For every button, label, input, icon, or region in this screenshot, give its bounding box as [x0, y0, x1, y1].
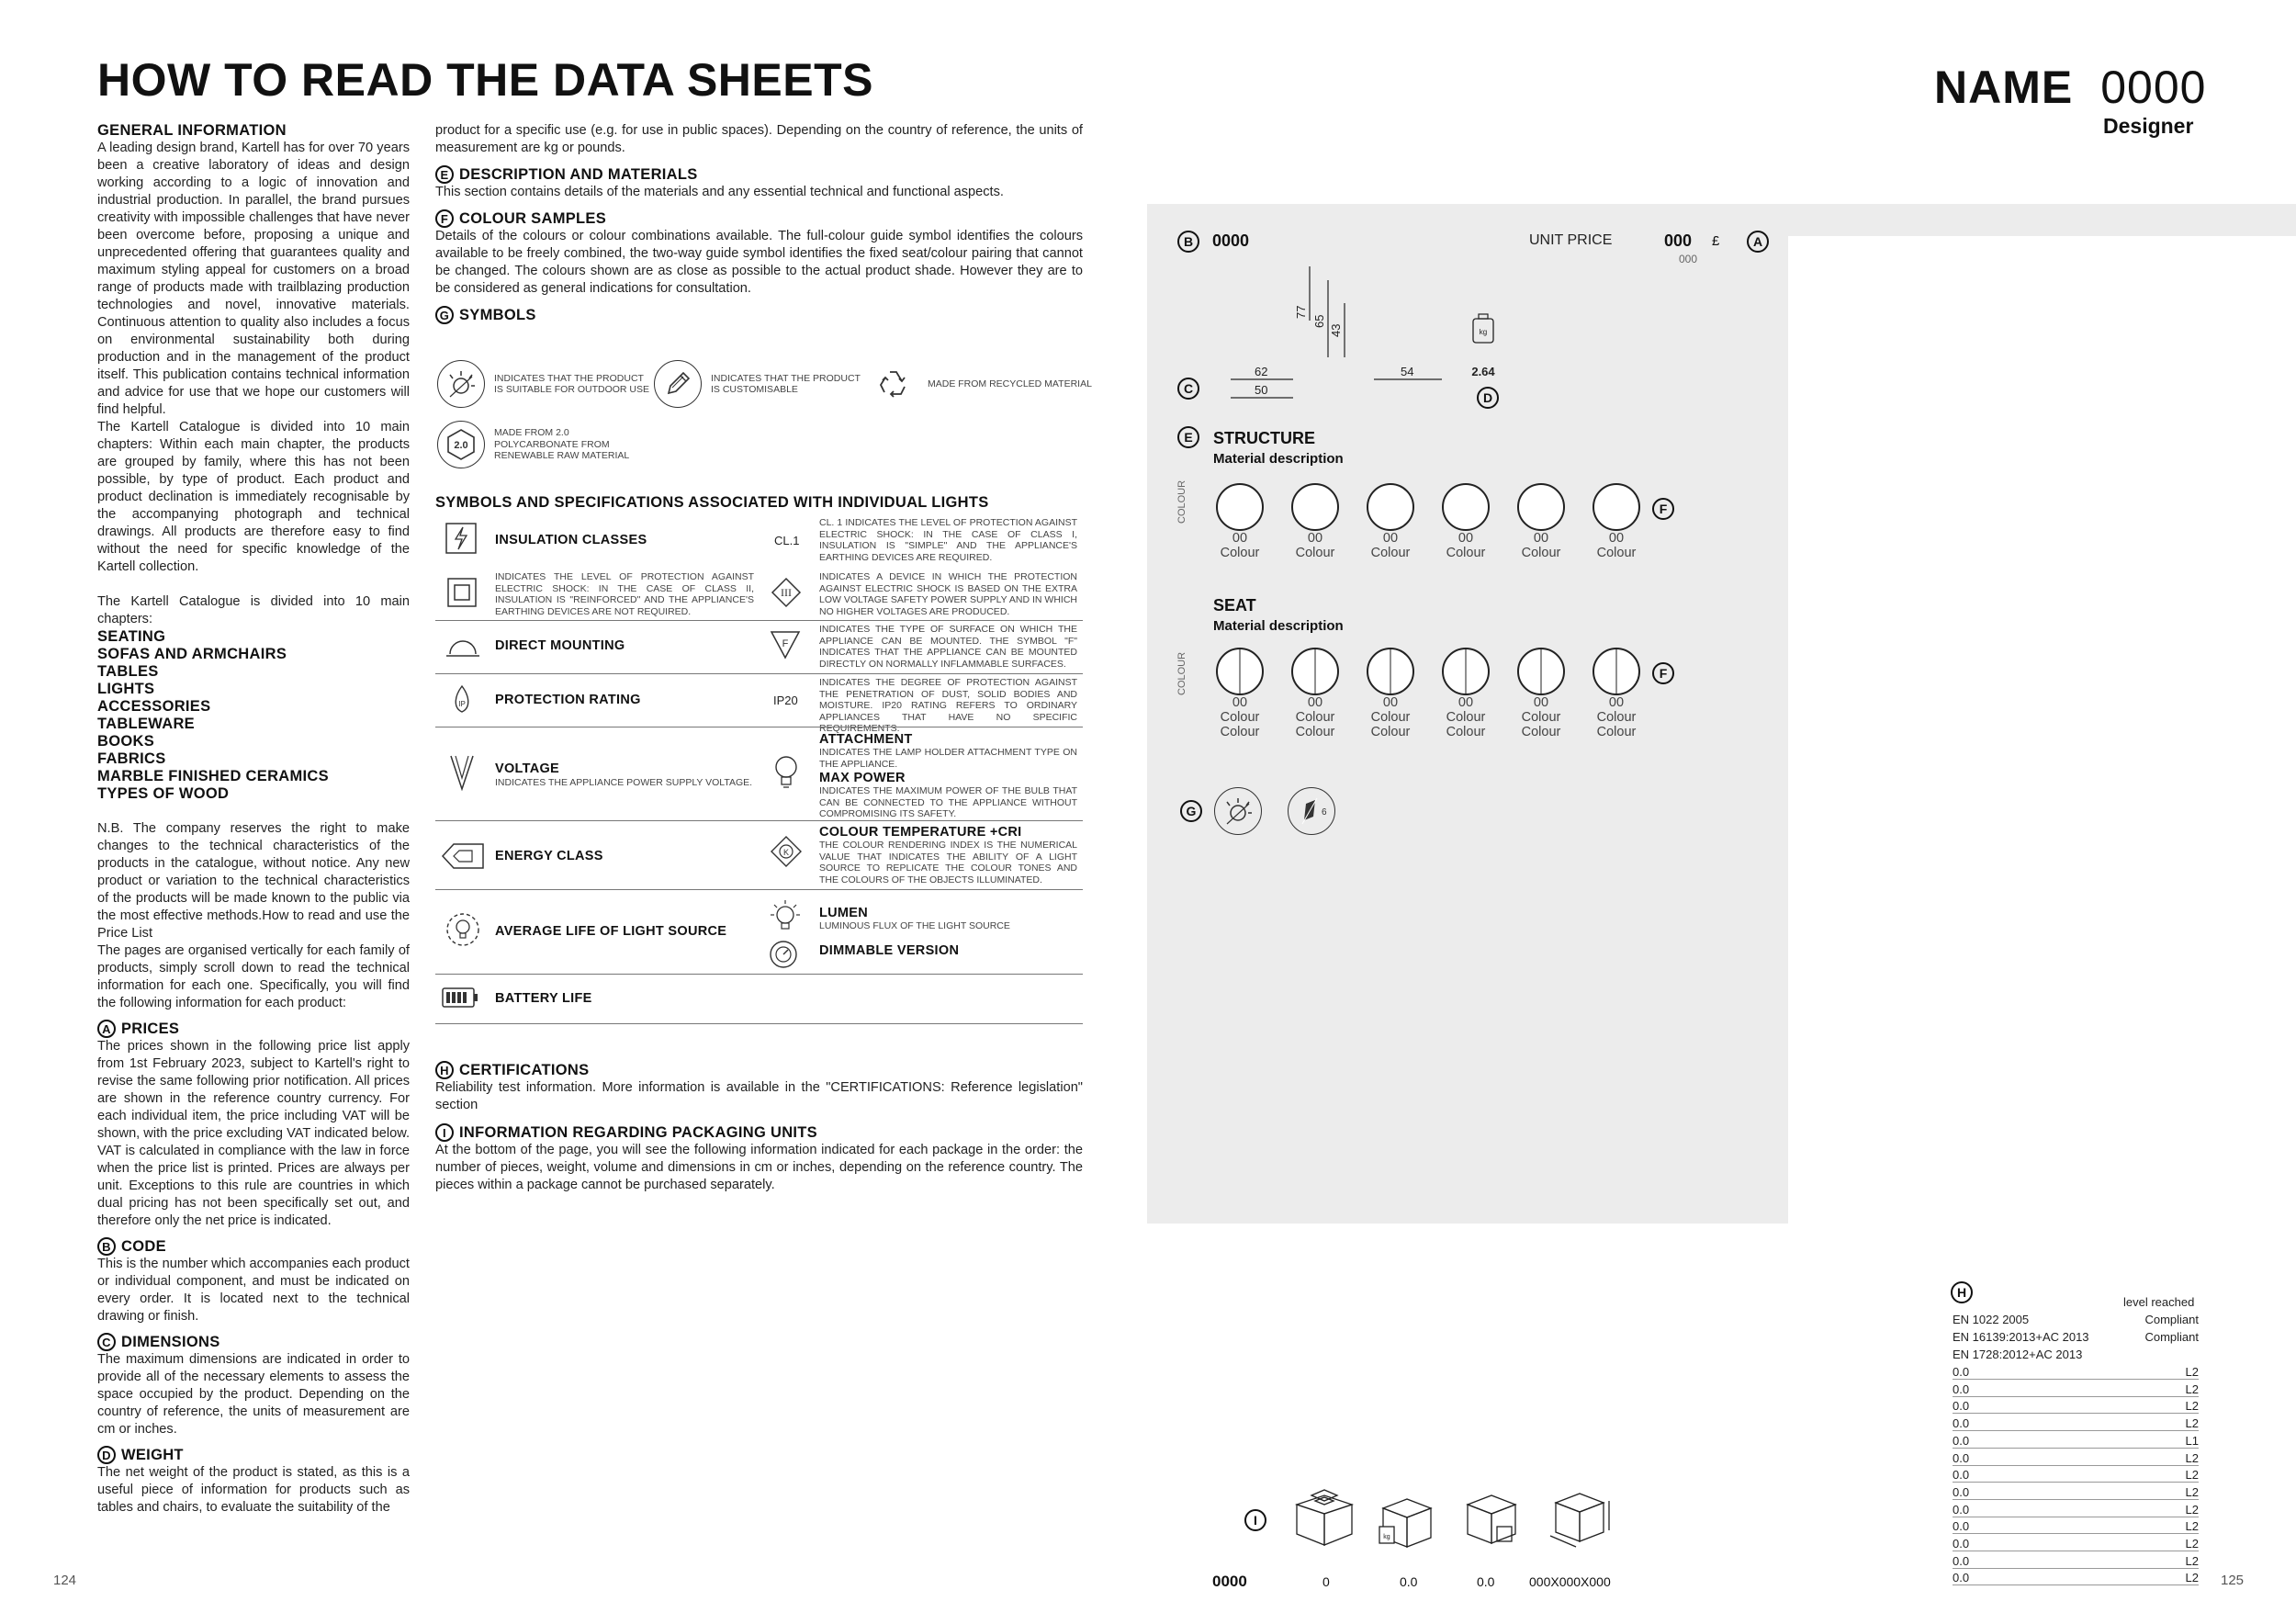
cert-value-row [1953, 1485, 2199, 1500]
class3-icon [771, 577, 802, 613]
section-d-heading [97, 1446, 410, 1464]
page-number-right: 125 [2221, 1573, 2245, 1588]
insulation-value: CL.1 [774, 534, 800, 547]
currency-symbol: £ [1712, 233, 1720, 249]
cert-standard-name: EN 1022 2005 [1953, 1313, 2030, 1326]
badge-i-sheet: I [1244, 1509, 1266, 1531]
cert-row-level: L2 [2185, 1468, 2199, 1483]
nb-text: N.B. The company reserves the right to make changes to the technical characteristics of the products in the catalogue, without notice. Any new product or variation to the technical characteristics of the products will be made known to the public via the most effective methods.How to read and use the Price List [97, 821, 410, 941]
row-divider [435, 620, 1083, 621]
cert-standard-row [1953, 1348, 2199, 1361]
structure-swatch[interactable] [1278, 483, 1352, 560]
symbol-customisable-text: INDICATES THAT THE PRODUCT IS CUSTOMISABLE [711, 372, 861, 395]
energy-label: ENERGY CLASS [495, 849, 603, 863]
swatch-label: Colour [1220, 546, 1260, 560]
page-number-left: 124 [53, 1573, 77, 1588]
chapter-item: SOFAS AND ARMCHAIRS [97, 646, 287, 662]
cert-row-level: L2 [2185, 1502, 2199, 1517]
chapter-item: MARBLE FINISHED CERAMICS [97, 768, 329, 784]
swatch-label: Colour [1446, 546, 1486, 560]
swatch-label: Colour [1295, 710, 1335, 725]
chapter-item: TABLES [97, 663, 159, 680]
badge-h-sheet: H [1951, 1281, 1973, 1303]
cert-row-value: 0.0 [1953, 1365, 1970, 1379]
section-a-heading [97, 1020, 410, 1038]
cert-row-level: L2 [2185, 1519, 2199, 1534]
battery-icon [441, 987, 479, 1013]
class2-icon [447, 578, 477, 612]
cert-value-row [1953, 1416, 2199, 1431]
swatch-label: Colour [1370, 725, 1411, 739]
badge-f-structure: F [1652, 498, 1674, 520]
sheet-outdoor-icon [1214, 787, 1262, 835]
middle-column [435, 122, 1083, 324]
section-f-heading [435, 209, 1083, 228]
swatch-label: Colour [1295, 546, 1335, 560]
section-b-heading [97, 1237, 410, 1256]
protection-ip-text: IP [458, 700, 466, 708]
chapters-intro: The Kartell Catalogue is divided into 10 main chapters: [97, 594, 410, 626]
cert-row-level: L2 [2185, 1571, 2199, 1585]
swatch-label: Colour [1521, 546, 1561, 560]
cert-row-value: 0.0 [1953, 1484, 1970, 1499]
level-reached-label: level reached [2123, 1295, 2195, 1309]
protection-desc: INDICATES THE DEGREE OF PROTECTION AGAINST THE PENETRATION OF DUST, SOLID BODIES AND MOISTURE. IP20 RATING REFERS TO ORDINARY APPLIANCES THAT HAVE NO SPECIFIC REQUIREMENTS. [819, 677, 1077, 734]
symbol-polycarbonate [437, 421, 632, 468]
light-life-icon [445, 911, 481, 953]
seat-swatch[interactable] [1278, 648, 1352, 739]
energy-class-icon [441, 842, 485, 874]
catalogue-text: The Kartell Catalogue is divided into 10 main chapters: Within each main chapter, the products are grouped by family, where this has not been possible, by type of product. Each product and product declination is immediately recognisable by the accompanying photograph and technical drawings. All products are therefore easy to find without the need for specific knowledge of the Kartell collection. [97, 420, 410, 574]
lumen-icon [765, 898, 805, 938]
packaging-dimensions: 000X000X000 [1529, 1574, 1611, 1589]
seat-swatch[interactable] [1504, 648, 1578, 739]
polycarbonate-icon [437, 421, 485, 468]
cert-value-row [1953, 1382, 2199, 1397]
cert-row-level: L2 [2185, 1450, 2199, 1465]
row-divider [435, 1023, 1083, 1024]
sheet-light-rating-badge: 6 [1322, 807, 1327, 818]
sheet-code: 0000 [1212, 231, 1250, 250]
insulation-desc: CL. 1 INDICATES THE LEVEL OF PROTECTION AGAINST ELECTRIC SHOCK: IN THE CASE OF CLASS I, INSULATION IS "SIMPLE" AND THE APPLIANCE'S EARTHING DEVICES ARE REQUIRED. [819, 517, 1077, 563]
cert-standard-level: Compliant [2144, 1330, 2199, 1344]
swatch-label: Colour [1220, 710, 1260, 725]
badge-b-sheet: B [1177, 231, 1199, 253]
section-c-text: The maximum dimensions are indicated in order to provide all of the necessary elements to assess the space occupied by the product. Depending on the country of reference, the units of measurement are cm or inches. [97, 1352, 410, 1437]
section-e-heading [435, 165, 1083, 184]
colour-temp-label: COLOUR TEMPERATURE +CRI [819, 825, 1022, 840]
weight-value: 2.64 [1471, 365, 1495, 378]
cert-standard-row [1953, 1330, 2199, 1344]
lumen-desc: LUMINOUS FLUX OF THE LIGHT SOURCE [819, 920, 1010, 931]
swatch-label: Colour [1521, 725, 1561, 739]
attachment-desc: INDICATES THE LAMP HOLDER ATTACHMENT TYPE ON THE APPLIANCE. [819, 747, 1077, 770]
general-info-text: A leading design brand, Kartell has for over 70 years been a creative laboratory of ideas and design working according to a logic of innovation and industrial production. In parallel, the brand pursues creativity with impossible challenges that have never been overcome before, proposing a unique and unprecedented offering that guarantees quality and maximum styling appeal for customers on a broad range of products made with trailblazing production technologies and novel, innovative materials. Continuous attention to quality also includes a focus on environmental sustainability both during production and in the management of the product itself. This publication contains technical information and advice for use that we hope our customers will find helpful. [97, 141, 410, 417]
row-divider [435, 820, 1083, 821]
symbol-recycled-text: MADE FROM RECYCLED MATERIAL [928, 378, 1092, 389]
badge-f: F [435, 209, 454, 228]
symbol-outdoor-text: INDICATES THAT THE PRODUCT IS SUITABLE FOR OUTDOOR USE [494, 372, 649, 395]
structure-swatch[interactable] [1504, 483, 1578, 560]
protection-label: PROTECTION RATING [495, 693, 641, 707]
unit-price-net: 000 [1679, 253, 1698, 265]
section-d-text: The net weight of the product is stated, as this is a useful piece of information for products such as tables and chairs, to evaluate the suitability of the [97, 1465, 410, 1515]
cert-row-value: 0.0 [1953, 1571, 1970, 1585]
cert-row-level: L2 [2185, 1399, 2199, 1414]
badge-d-sheet: D [1477, 387, 1499, 409]
symbol-recycled [871, 360, 1102, 408]
dim-w2: 50 [1255, 383, 1268, 397]
cert-standard-name: EN 1728:2012+AC 2013 [1953, 1348, 2083, 1361]
swatch-code: 00 [1458, 695, 1474, 710]
packaging-volume: 0.0 [1477, 1574, 1495, 1589]
pencil-icon [654, 360, 702, 408]
dim-h2: 65 [1312, 314, 1326, 328]
section-h-block [435, 1061, 1083, 1194]
cert-row-value: 0.0 [1953, 1537, 1970, 1551]
cert-row-value: 0.0 [1953, 1433, 1970, 1448]
cert-value-row [1953, 1519, 2199, 1534]
swatch-label: Colour [1446, 710, 1486, 725]
section-g-title: SYMBOLS [459, 306, 536, 323]
swatch-code: 00 [1533, 695, 1549, 710]
mounting-icon [445, 634, 481, 664]
colour-swatch-circle[interactable] [1216, 648, 1264, 695]
cert-value-row [1953, 1434, 2199, 1449]
packaging-pieces: 0 [1322, 1574, 1330, 1589]
lumen-label: LUMEN [819, 906, 869, 920]
cert-row-value: 0.0 [1953, 1450, 1970, 1465]
section-e-title: DESCRIPTION AND MATERIALS [459, 165, 698, 183]
swatch-label: Colour [1370, 710, 1411, 725]
badge-g-sheet: G [1180, 800, 1202, 822]
dim-w1: 62 [1255, 365, 1268, 378]
cert-row-value: 0.0 [1953, 1416, 1970, 1431]
seat-swatch[interactable] [1429, 648, 1503, 739]
packaging-icons [1293, 1486, 1624, 1555]
section-c-heading [97, 1333, 410, 1351]
badge-a: A [97, 1020, 116, 1038]
chapter-item: TYPES OF WOOD [97, 785, 230, 802]
mounting-label: DIRECT MOUNTING [495, 638, 625, 653]
pieces-box-icon [1297, 1490, 1352, 1545]
swatch-label: Colour [1596, 710, 1637, 725]
section-a-title: PRICES [121, 1020, 180, 1037]
class3-desc: INDICATES A DEVICE IN WHICH THE PROTECTION AGAINST ELECTRIC SHOCK IS BASED ON THE EXTRA LOW VOLTAGE SAFETY POWER SUPPLY AND IN WHICH NO HIGHER VOLTAGES ARE PRODUCED. [819, 571, 1077, 617]
cert-row-level: L2 [2185, 1537, 2199, 1551]
cert-row-value: 0.0 [1953, 1399, 1970, 1414]
packaging-weight: 0.0 [1400, 1574, 1418, 1589]
badge-d: D [97, 1446, 116, 1464]
cert-value-row [1953, 1503, 2199, 1517]
protection-value: IP20 [773, 694, 798, 707]
colour-temp-icon [771, 836, 802, 872]
cert-value-row [1953, 1554, 2199, 1569]
section-h-text: Reliability test information. More information is available in the "CERTIFICATIONS: Reference legislation" section [435, 1080, 1083, 1112]
seat-swatch[interactable] [1354, 648, 1427, 739]
voltage-desc: INDICATES THE APPLIANCE POWER SUPPLY VOLTAGE. [495, 777, 753, 788]
structure-swatch[interactable] [1429, 483, 1503, 560]
outdoor-icon [437, 360, 485, 408]
data-sheet-panel-tab [1788, 204, 2296, 236]
section-e-text: This section contains details of the materials and any essential technical and functional aspects. [435, 185, 1004, 199]
class3-symbol-text: III [781, 586, 792, 599]
swatch-code: 00 [1382, 695, 1399, 710]
cert-standard-row [1953, 1313, 2199, 1326]
colour-swatch-circle[interactable] [1442, 648, 1490, 695]
badge-b: B [97, 1237, 116, 1256]
seat-sub: Material description [1213, 618, 1344, 634]
row-divider [435, 673, 1083, 674]
chapter-item: BOOKS [97, 733, 155, 750]
cert-row-value: 0.0 [1953, 1468, 1970, 1483]
cert-value-row [1953, 1571, 2199, 1585]
dim-h1: 77 [1294, 305, 1308, 319]
cert-row-value: 0.0 [1953, 1382, 1970, 1396]
weight-box-unit: kg [1383, 1534, 1390, 1540]
cert-row-level: L2 [2185, 1484, 2199, 1499]
unit-price-label: UNIT PRICE [1529, 232, 1613, 248]
symbol-customisable [654, 360, 867, 408]
badge-f-seat: F [1652, 662, 1674, 684]
general-info-heading: GENERAL INFORMATION [97, 122, 287, 139]
cert-row-value: 0.0 [1953, 1502, 1970, 1517]
mounting-symbol-text: F [782, 638, 789, 649]
swatch-code: 00 [1533, 531, 1549, 546]
bulb-icon [773, 755, 799, 795]
colour-swatch-circle[interactable] [1593, 483, 1640, 531]
cert-standard-level: Compliant [2144, 1313, 2199, 1326]
attachment-label: ATTACHMENT [819, 732, 913, 747]
badge-i: I [435, 1123, 454, 1142]
dim-h3: 43 [1329, 323, 1343, 337]
left-column [97, 122, 410, 1517]
maxpower-desc: INDICATES THE MAXIMUM POWER OF THE BULB THAT CAN BE CONNECTED TO THE APPLIANCE WITHOUT COMPROMISING ITS SAFETY. [819, 785, 1077, 819]
sheet-light-rating-icon [1288, 787, 1335, 835]
dim-d: 54 [1401, 365, 1414, 378]
recycle-icon [871, 360, 918, 408]
cert-value-row [1953, 1468, 2199, 1483]
swatch-label: Colour [1596, 725, 1637, 739]
volume-box-icon [1468, 1495, 1515, 1543]
colour-swatch-circle[interactable] [1517, 648, 1565, 695]
swatch-code: 00 [1458, 531, 1474, 546]
row-divider [435, 974, 1083, 975]
badge-e: E [435, 165, 454, 184]
battery-label: BATTERY LIFE [495, 991, 592, 1006]
seat-swatch[interactable] [1203, 648, 1277, 739]
swatch-label: Colour [1220, 725, 1260, 739]
cert-row-level: L2 [2185, 1365, 2199, 1379]
seat-colour-axis: COLOUR [1176, 651, 1187, 695]
lights-heading: SYMBOLS AND SPECIFICATIONS ASSOCIATED WITH INDIVIDUAL LIGHTS [435, 494, 989, 511]
section-f-title: COLOUR SAMPLES [459, 209, 607, 227]
product-name: NAME [1934, 62, 2074, 113]
swatch-code: 00 [1307, 695, 1323, 710]
product-header [1934, 61, 2206, 114]
chapters-list [97, 628, 410, 803]
section-h-heading [435, 1061, 1083, 1079]
swatch-label: Colour [1295, 725, 1335, 739]
swatch-code: 00 [1232, 531, 1248, 546]
section-g-heading [435, 306, 1083, 324]
colour-swatch-circle[interactable] [1367, 483, 1414, 531]
section-b-title: CODE [121, 1237, 166, 1255]
cert-value-row [1953, 1451, 2199, 1466]
swatch-label: Colour [1446, 725, 1486, 739]
cert-row-level: L2 [2185, 1553, 2199, 1568]
badge-c-sheet: C [1177, 378, 1199, 400]
colour-swatch-circle[interactable] [1593, 648, 1640, 695]
section-c-title: DIMENSIONS [121, 1333, 220, 1350]
colour-swatch-circle[interactable] [1367, 648, 1414, 695]
chapter-item: LIGHTS [97, 681, 155, 697]
dimmable-label: DIMMABLE VERSION [819, 943, 960, 958]
structure-swatch[interactable] [1203, 483, 1277, 560]
colour-swatch-circle[interactable] [1291, 483, 1339, 531]
cert-standard-name: EN 16139:2013+AC 2013 [1953, 1330, 2089, 1344]
dimensions-box-icon [1550, 1494, 1609, 1547]
section-i-heading [435, 1123, 1083, 1142]
product-code-header: 0000 [2100, 62, 2207, 113]
seat-heading: SEAT [1213, 596, 1256, 615]
swatch-code: 00 [1232, 695, 1248, 710]
packaging-code: 0000 [1212, 1573, 1247, 1590]
mounting-desc: INDICATES THE TYPE OF SURFACE ON WHICH THE APPLIANCE CAN BE MOUNTED. THE SYMBOL "F" INDICATES THAT THE APPLIANCE CAN BE MOUNTED DIRECTLY ON NORMALLY INFLAMMABLE SURFACES. [819, 624, 1077, 670]
badge-c: C [97, 1333, 116, 1351]
chapter-item: ACCESSORIES [97, 698, 211, 715]
chapter-item: SEATING [97, 628, 166, 645]
voltage-icon [448, 754, 476, 795]
cert-value-row [1953, 1399, 2199, 1414]
chapter-item: TABLEWARE [97, 716, 195, 732]
voltage-label: VOLTAGE [495, 761, 560, 776]
swatch-label: Colour [1596, 546, 1637, 560]
cert-value-row [1953, 1365, 2199, 1380]
structure-swatch[interactable] [1580, 483, 1653, 560]
weight-icon-unit: kg [1479, 328, 1488, 336]
maxpower-label: MAX POWER [819, 771, 906, 785]
life-label: AVERAGE LIFE OF LIGHT SOURCE [495, 924, 727, 939]
structure-swatch[interactable] [1354, 483, 1427, 560]
colour-temp-symbol-text: K [782, 848, 790, 857]
badge-g: G [435, 306, 454, 324]
weight-box-icon [1379, 1499, 1431, 1547]
structure-colour-axis: COLOUR [1176, 479, 1187, 524]
page-title: HOW TO READ THE DATA SHEETS [97, 54, 873, 106]
section-f-text: Details of the colours or colour combinations available. The full-colour guide symbol identifies the colours available to be freely combined, the two-way guide symbol identifies the fixed seat/colour pairing that cannot be changed. The colours shown are as close as possible to the actual product shade. However they are to be considered as general indications for consultation. [435, 229, 1083, 296]
polycarbonate-badge-text: 2.0 [454, 440, 468, 451]
cert-row-level: L1 [2185, 1433, 2199, 1448]
dimmable-icon [768, 939, 799, 975]
insulation-label: INSULATION CLASSES [495, 533, 647, 547]
colour-swatch-circle[interactable] [1517, 483, 1565, 531]
swatch-code: 00 [1608, 695, 1625, 710]
class2-desc: INDICATES THE LEVEL OF PROTECTION AGAINST ELECTRIC SHOCK: IN THE CASE OF CLASS II, INSULATION IS "REINFORCED" AND THE APPLIANCE'S EARTHING DEVICES ARE NOT REQUIRED. [495, 571, 754, 617]
structure-sub: Material description [1213, 451, 1344, 467]
colour-swatch-circle[interactable] [1291, 648, 1339, 695]
swatch-label: Colour [1370, 546, 1411, 560]
mounting-symbol-icon [770, 628, 801, 664]
row-divider [435, 889, 1083, 890]
cert-row-level: L2 [2185, 1416, 2199, 1431]
weight-icon [1473, 314, 1493, 343]
seat-swatch[interactable] [1580, 648, 1653, 739]
section-a-text: The prices shown in the following price list apply from 1st February 2023, subject to Kartell's right to revise the same following prior notification. All prices are shown in the reference country currency. For each individual item, the price including VAT will be shown, with the price excluding VAT indicated below. VAT is calculated in compliance with the law in force when the price list is printed. Prices are always per unit. Exceptions to this rule are countries in which dual pricing has not been specifically set out, and therefore only the net price is indicated. [97, 1039, 410, 1228]
section-i-title: INFORMATION REGARDING PACKAGING UNITS [459, 1123, 817, 1141]
section-i-text: At the bottom of the page, you will see the following information indicated for each package in the order: the number of pieces, weight, volume and dimensions in cm or inches, depending on the reference country. The pieces within a package cannot be purchased separately. [435, 1143, 1083, 1192]
section-h-title: CERTIFICATIONS [459, 1061, 590, 1078]
swatch-code: 00 [1608, 531, 1625, 546]
structure-heading: STRUCTURE [1213, 429, 1315, 447]
colour-swatch-circle[interactable] [1216, 483, 1264, 531]
weight-cont-text: product for a specific use (e.g. for use in public spaces). Depending on the country of reference, the units of measurement are kg or pounds. [435, 123, 1083, 155]
colour-swatch-circle[interactable] [1442, 483, 1490, 531]
cert-row-level: L2 [2185, 1382, 2199, 1396]
pages-text: The pages are organised vertically for each family of products, simply scroll down to read the technical information for each one. Specifically, you will find the following information for each product: [97, 943, 410, 1010]
badge-h: H [435, 1061, 454, 1079]
cert-value-row [1953, 1537, 2199, 1551]
badge-e-sheet: E [1177, 426, 1199, 448]
swatch-code: 00 [1307, 531, 1323, 546]
designer-name: Designer [2103, 114, 2194, 138]
symbol-polycarbonate-text: MADE FROM 2.0 POLYCARBONATE FROM RENEWABLE RAW MATERIAL [494, 427, 630, 462]
colour-temp-desc: THE COLOUR RENDERING INDEX IS THE NUMERICAL VALUE THAT INDICATES THE ABILITY OF A LIGHT SOURCE TO REPLICATE THE COLOUR TONES AND THE COLOURS OF THE OBJECTS ILLUMINATED. [819, 840, 1077, 885]
swatch-label: Colour [1521, 710, 1561, 725]
badge-a-sheet: A [1747, 231, 1769, 253]
section-b-text: This is the number which accompanies each product or individual component, and must be indicated on every order. It is located next to the technical drawing or finish. [97, 1257, 410, 1324]
section-d-title: WEIGHT [121, 1446, 184, 1463]
cert-row-value: 0.0 [1953, 1519, 1970, 1534]
chapter-item: FABRICS [97, 750, 166, 767]
symbol-outdoor [437, 360, 650, 408]
protection-icon [446, 681, 478, 727]
cert-row-value: 0.0 [1953, 1553, 1970, 1568]
unit-price: 000 [1664, 231, 1693, 250]
insulation-icon [445, 522, 478, 559]
swatch-code: 00 [1382, 531, 1399, 546]
